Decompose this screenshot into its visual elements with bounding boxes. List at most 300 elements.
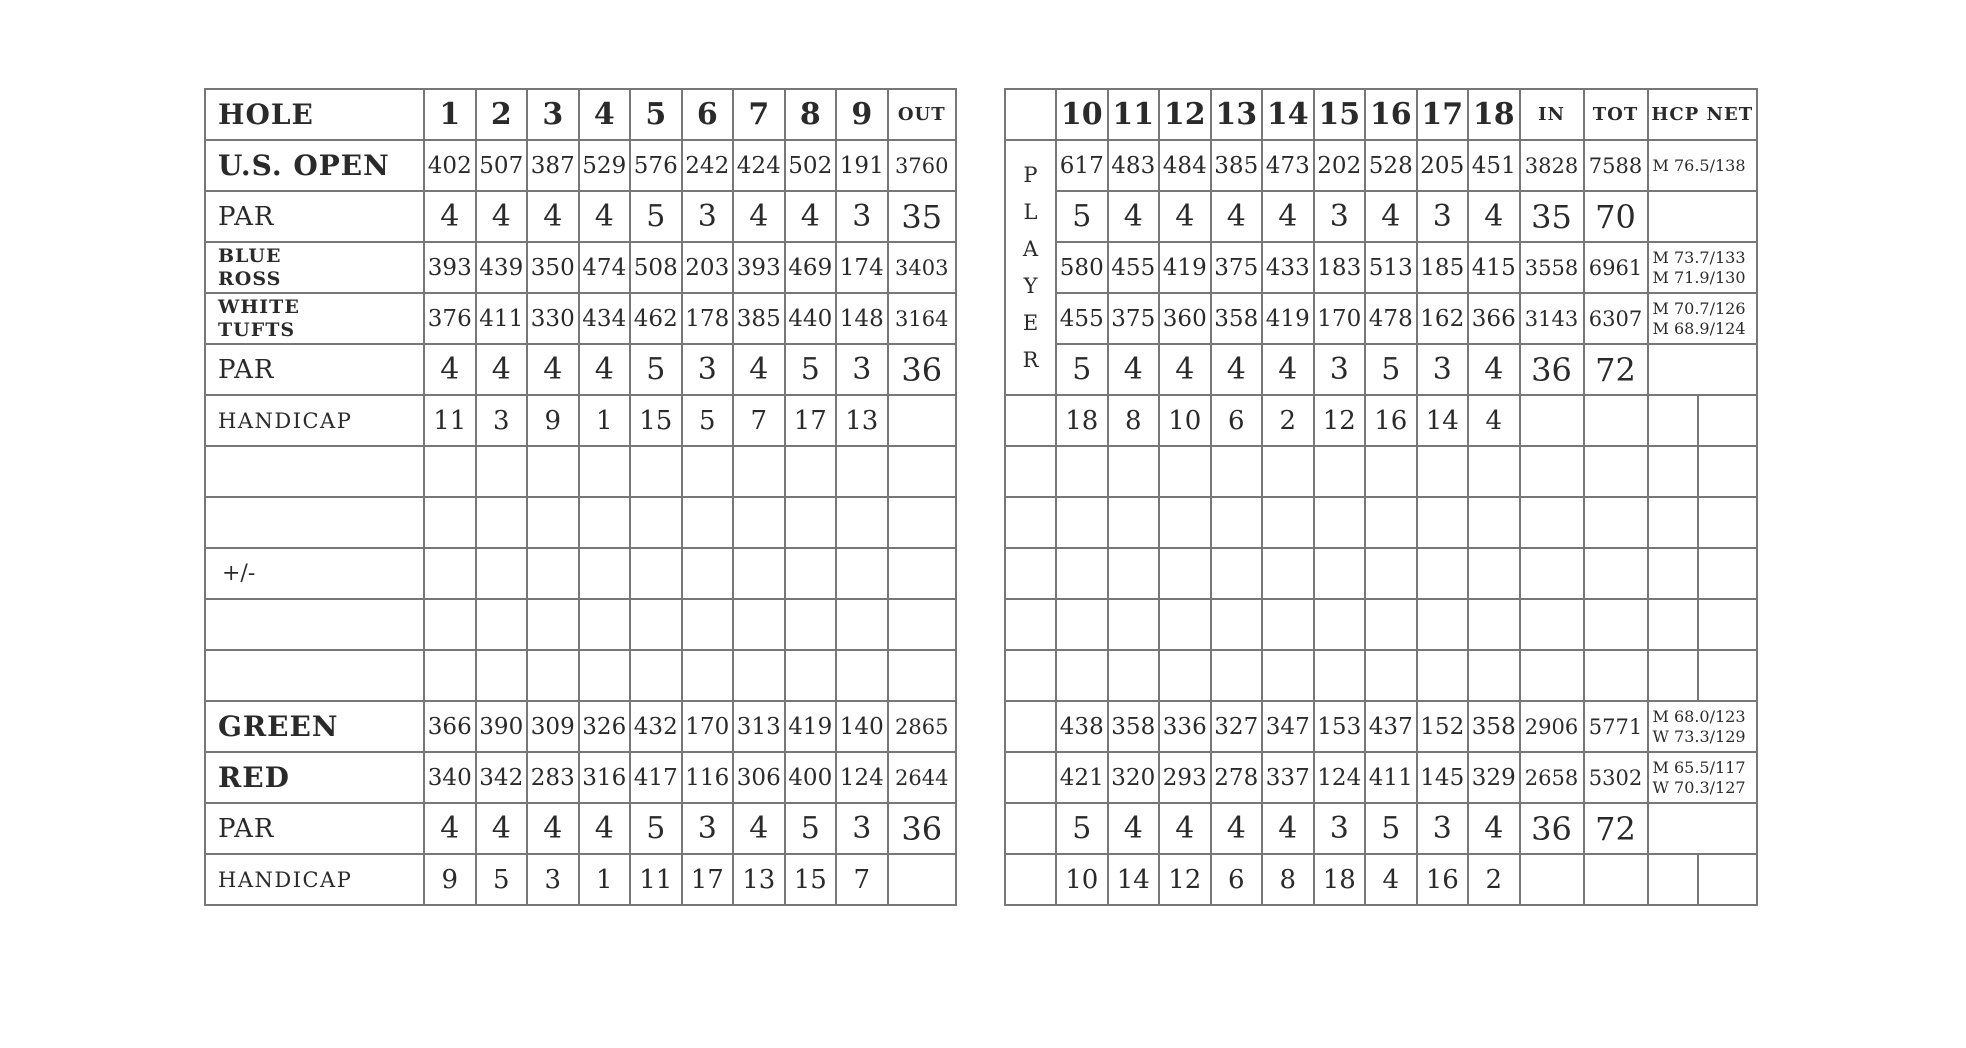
score-cell[interactable] — [1365, 548, 1417, 599]
score-cell[interactable] — [1108, 650, 1160, 701]
score-cell[interactable] — [836, 548, 888, 599]
score-cell[interactable] — [1468, 548, 1520, 599]
hole-value: 340 — [424, 752, 476, 803]
hole-value: 411 — [476, 293, 528, 344]
hole-value: 3 — [527, 854, 579, 905]
hole-value: 320 — [1108, 752, 1160, 803]
hole-value: 13 — [836, 395, 888, 446]
score-cell[interactable] — [1468, 650, 1520, 701]
row-label: GREEN — [205, 701, 424, 752]
hole-value: 432 — [630, 701, 682, 752]
score-cell[interactable] — [1365, 497, 1417, 548]
score-cell[interactable] — [785, 650, 837, 701]
player-letter: Y — [1023, 273, 1038, 298]
hole-value: 4 — [733, 803, 785, 854]
row-label — [205, 242, 424, 293]
score-cell[interactable] — [1417, 446, 1469, 497]
score-cell[interactable] — [1648, 548, 1698, 599]
score-cell[interactable] — [1584, 548, 1648, 599]
hole-value: 4 — [733, 191, 785, 242]
hole-value: 5 — [1365, 344, 1417, 395]
hole-value: 439 — [476, 242, 528, 293]
tot-total: 72 — [1584, 803, 1648, 854]
hole-number: 13 — [1211, 89, 1263, 140]
score-cell[interactable] — [630, 650, 682, 701]
score-cell[interactable] — [1520, 446, 1584, 497]
in-header: IN — [1520, 89, 1584, 140]
score-cell[interactable] — [579, 599, 631, 650]
hole-value: 313 — [733, 701, 785, 752]
white-tufts-tee-row — [205, 293, 956, 344]
score-cell[interactable] — [785, 497, 837, 548]
hole-value: 360 — [1159, 293, 1211, 344]
hole-value: 11 — [424, 395, 476, 446]
score-entry-row — [205, 650, 956, 701]
hole-value: 7 — [836, 854, 888, 905]
score-cell[interactable] — [785, 599, 837, 650]
hole-value: 283 — [527, 752, 579, 803]
score-cell[interactable] — [1056, 650, 1108, 701]
score-cell[interactable] — [733, 599, 785, 650]
score-cell[interactable] — [1584, 854, 1648, 905]
hole-value: 293 — [1159, 752, 1211, 803]
hole-value: 4 — [785, 191, 837, 242]
player-letter: R — [1022, 347, 1039, 372]
hole-value: 306 — [733, 752, 785, 803]
score-cell[interactable] — [476, 548, 528, 599]
hole-value: 3 — [682, 344, 734, 395]
score-cell[interactable] — [1211, 650, 1263, 701]
score-cell[interactable] — [1365, 650, 1417, 701]
back-nine-scorecard — [1004, 88, 1758, 906]
hole-value: 153 — [1314, 701, 1366, 752]
score-cell[interactable] — [1698, 497, 1758, 548]
hole-value: 18 — [1056, 395, 1108, 446]
score-cell[interactable] — [888, 548, 957, 599]
hole-value: 6 — [1211, 395, 1263, 446]
hole-value: 5 — [1365, 803, 1417, 854]
handicap-row — [1005, 854, 1757, 905]
out-total: 35 — [888, 191, 957, 242]
score-cell[interactable] — [1211, 599, 1263, 650]
score-cell[interactable] — [424, 548, 476, 599]
player-letter: E — [1022, 310, 1039, 335]
course-rating-2: W 70.3/127 — [1652, 777, 1746, 797]
hole-value: 390 — [476, 701, 528, 752]
header-row — [205, 89, 956, 140]
hole-value: 3 — [1417, 191, 1469, 242]
hole-value: 202 — [1314, 140, 1366, 191]
hole-value: 4 — [527, 191, 579, 242]
hole-number: 9 — [836, 89, 888, 140]
score-cell[interactable] — [1262, 650, 1314, 701]
hole-value: 358 — [1108, 701, 1160, 752]
score-cell[interactable] — [888, 650, 957, 701]
hole-value: 473 — [1262, 140, 1314, 191]
hole-value: 4 — [1468, 803, 1520, 854]
score-cell[interactable] — [630, 599, 682, 650]
player-name-cell[interactable] — [205, 497, 424, 548]
hole-value: 3 — [836, 344, 888, 395]
score-cell[interactable] — [1108, 446, 1160, 497]
row-label-line-1: WHITE — [218, 295, 300, 318]
score-cell[interactable] — [527, 599, 579, 650]
score-cell[interactable] — [1417, 497, 1469, 548]
hole-value: 5 — [1056, 803, 1108, 854]
hole-value: 4 — [1159, 344, 1211, 395]
score-cell[interactable] — [1314, 599, 1366, 650]
score-cell[interactable] — [579, 497, 631, 548]
hole-value: 474 — [579, 242, 631, 293]
score-cell[interactable] — [682, 497, 734, 548]
score-cell[interactable] — [1584, 446, 1648, 497]
score-cell[interactable] — [579, 548, 631, 599]
out-total: 2644 — [888, 752, 957, 803]
score-cell[interactable] — [579, 446, 631, 497]
player-column-cell[interactable] — [1005, 548, 1056, 599]
par-row — [205, 191, 956, 242]
score-cell[interactable] — [1698, 446, 1758, 497]
hole-value: 385 — [1211, 140, 1263, 191]
player-name-cell[interactable] — [205, 599, 424, 650]
score-entry-row — [1005, 548, 1757, 599]
score-cell[interactable] — [1056, 599, 1108, 650]
hole-value: 4 — [527, 803, 579, 854]
hole-value: 4 — [1159, 191, 1211, 242]
score-cell[interactable] — [1056, 548, 1108, 599]
score-cell[interactable] — [1211, 446, 1263, 497]
score-cell[interactable] — [888, 446, 957, 497]
score-cell[interactable] — [527, 650, 579, 701]
par-row — [1005, 344, 1757, 395]
course-rating-2: W 73.3/129 — [1652, 726, 1746, 746]
score-cell[interactable] — [1417, 650, 1469, 701]
course-rating-1: M 65.5/117 — [1652, 757, 1746, 777]
hole-value: 170 — [1314, 293, 1366, 344]
hole-value: 3 — [836, 191, 888, 242]
hole-value: 309 — [527, 701, 579, 752]
hole-value: 4 — [1159, 803, 1211, 854]
hole-value: 617 — [1056, 140, 1108, 191]
score-cell[interactable] — [1648, 395, 1698, 446]
score-cell[interactable] — [1520, 395, 1584, 446]
score-cell[interactable] — [1365, 446, 1417, 497]
score-cell[interactable] — [733, 548, 785, 599]
score-cell[interactable] — [1262, 446, 1314, 497]
score-cell[interactable] — [1520, 599, 1584, 650]
score-cell[interactable] — [1108, 599, 1160, 650]
score-cell[interactable] — [888, 599, 957, 650]
hole-value: 375 — [1211, 242, 1263, 293]
score-cell[interactable] — [527, 446, 579, 497]
score-cell[interactable] — [1159, 650, 1211, 701]
row-label: PAR — [205, 803, 424, 854]
score-cell[interactable] — [1262, 548, 1314, 599]
hole-value: 5 — [785, 803, 837, 854]
score-cell[interactable] — [682, 548, 734, 599]
score-cell[interactable] — [1648, 497, 1698, 548]
hole-number: 8 — [785, 89, 837, 140]
hole-value: 4 — [424, 344, 476, 395]
score-cell[interactable] — [1648, 650, 1698, 701]
course-rating-2: M 71.9/130 — [1652, 267, 1746, 287]
score-cell[interactable] — [1159, 548, 1211, 599]
score-cell[interactable] — [1056, 446, 1108, 497]
score-cell[interactable] — [476, 599, 528, 650]
hole-value: 148 — [836, 293, 888, 344]
score-cell[interactable] — [1648, 854, 1698, 905]
player-name-cell[interactable] — [205, 650, 424, 701]
hole-value: 419 — [785, 701, 837, 752]
hole-value: 1 — [579, 854, 631, 905]
hole-value: 4 — [1365, 191, 1417, 242]
score-cell[interactable] — [1159, 599, 1211, 650]
hole-number: 3 — [527, 89, 579, 140]
hole-value: 393 — [733, 242, 785, 293]
player-column-cell[interactable] — [1005, 599, 1056, 650]
row-label: U.S. OPEN — [205, 140, 424, 191]
score-cell[interactable] — [1211, 497, 1263, 548]
hole-value: 419 — [1262, 293, 1314, 344]
row-label-line-2: ROSS — [218, 267, 282, 290]
rating-cell — [1648, 752, 1758, 803]
out-total: 3760 — [888, 140, 957, 191]
hole-number: 5 — [630, 89, 682, 140]
hole-value: 9 — [527, 395, 579, 446]
par-row — [1005, 803, 1757, 854]
row-label-line-1: BLUE — [218, 244, 282, 267]
score-cell[interactable] — [888, 497, 957, 548]
score-cell[interactable] — [527, 497, 579, 548]
hole-value: 5 — [630, 191, 682, 242]
score-cell[interactable] — [836, 446, 888, 497]
handicap-row — [1005, 395, 1757, 446]
course-rating-2: M 68.9/124 — [1652, 318, 1746, 338]
score-cell[interactable] — [1314, 497, 1366, 548]
score-cell[interactable] — [1520, 650, 1584, 701]
hole-value: 4 — [1365, 854, 1417, 905]
score-cell[interactable] — [579, 650, 631, 701]
score-cell[interactable] — [1365, 599, 1417, 650]
hole-number: 4 — [579, 89, 631, 140]
row-label: PAR — [205, 344, 424, 395]
score-cell[interactable] — [630, 446, 682, 497]
hole-value: 178 — [682, 293, 734, 344]
course-rating-1: M 76.5/138 — [1652, 155, 1746, 175]
hole-value: 415 — [1468, 242, 1520, 293]
player-column-cell[interactable] — [1005, 650, 1056, 701]
hole-value: 4 — [579, 803, 631, 854]
score-cell[interactable] — [424, 599, 476, 650]
score-cell[interactable] — [733, 497, 785, 548]
player-vertical-label — [1005, 140, 1056, 395]
front-nine-scorecard — [204, 88, 957, 906]
score-cell[interactable] — [424, 446, 476, 497]
score-cell[interactable] — [836, 599, 888, 650]
score-cell[interactable] — [1468, 446, 1520, 497]
player-column-cell — [1005, 803, 1056, 854]
hole-value: 3 — [1314, 344, 1366, 395]
us-open-tee-row — [205, 140, 956, 191]
hole-value: 12 — [1314, 395, 1366, 446]
hole-value: 17 — [785, 395, 837, 446]
hole-number: 10 — [1056, 89, 1108, 140]
white-tufts-tee-row — [1005, 293, 1757, 344]
hole-value: 18 — [1314, 854, 1366, 905]
hole-value: 4 — [1262, 191, 1314, 242]
hole-value: 183 — [1314, 242, 1366, 293]
score-entry-row — [1005, 446, 1757, 497]
score-cell[interactable] — [1159, 497, 1211, 548]
hole-value: 4 — [1211, 191, 1263, 242]
score-cell[interactable] — [1314, 548, 1366, 599]
score-cell[interactable] — [1698, 395, 1758, 446]
hole-value: 580 — [1056, 242, 1108, 293]
hole-value: 3 — [682, 191, 734, 242]
score-entry-row — [1005, 599, 1757, 650]
player-column-cell — [1005, 752, 1056, 803]
score-cell[interactable] — [682, 446, 734, 497]
score-cell[interactable] — [1108, 497, 1160, 548]
score-cell[interactable] — [1698, 854, 1758, 905]
hole-value: 5 — [682, 395, 734, 446]
score-cell[interactable] — [1262, 497, 1314, 548]
tot-total: 5302 — [1584, 752, 1648, 803]
score-cell[interactable] — [476, 497, 528, 548]
rating-cell — [1648, 293, 1758, 344]
score-cell[interactable] — [1056, 497, 1108, 548]
score-cell[interactable] — [1262, 599, 1314, 650]
hole-value: 529 — [579, 140, 631, 191]
hole-value: 205 — [1417, 140, 1469, 191]
hole-number: 18 — [1468, 89, 1520, 140]
score-cell[interactable] — [785, 548, 837, 599]
hole-value: 478 — [1365, 293, 1417, 344]
score-cell[interactable] — [785, 446, 837, 497]
red-tee-row — [1005, 752, 1757, 803]
rating-cell — [1648, 701, 1758, 752]
score-cell[interactable] — [424, 497, 476, 548]
hole-value: 124 — [1314, 752, 1366, 803]
player-column-cell[interactable] — [1005, 446, 1056, 497]
player-column-cell[interactable] — [1005, 497, 1056, 548]
hole-value: 5 — [630, 803, 682, 854]
green-tee-row — [1005, 701, 1757, 752]
green-tee-row — [205, 701, 956, 752]
out-total-cell[interactable] — [888, 395, 957, 446]
in-total: 2658 — [1520, 752, 1584, 803]
hole-value: 5 — [630, 344, 682, 395]
hole-number: 15 — [1314, 89, 1366, 140]
score-cell[interactable] — [1698, 599, 1758, 650]
score-entry-row — [205, 599, 956, 650]
hole-value: 3 — [836, 803, 888, 854]
out-total: 36 — [888, 344, 957, 395]
score-cell[interactable] — [1314, 650, 1366, 701]
handicap-row — [205, 854, 956, 905]
hole-value: 455 — [1056, 293, 1108, 344]
plus-minus-row — [205, 548, 956, 599]
rating-cell — [1648, 803, 1758, 854]
score-cell[interactable] — [836, 650, 888, 701]
score-cell[interactable] — [476, 650, 528, 701]
hole-number: 2 — [476, 89, 528, 140]
hcp-net-header: HCP NET — [1648, 89, 1758, 140]
score-cell[interactable] — [682, 599, 734, 650]
hole-value: 170 — [682, 701, 734, 752]
score-cell[interactable] — [1520, 497, 1584, 548]
hole-value: 440 — [785, 293, 837, 344]
score-cell[interactable] — [424, 650, 476, 701]
score-cell[interactable] — [630, 548, 682, 599]
row-label: HOLE — [205, 89, 424, 140]
hole-value: 11 — [630, 854, 682, 905]
hole-number: 14 — [1262, 89, 1314, 140]
score-cell[interactable] — [1108, 548, 1160, 599]
out-total-cell[interactable] — [888, 854, 957, 905]
score-cell[interactable] — [733, 650, 785, 701]
player-column-cell — [1005, 701, 1056, 752]
score-cell[interactable] — [1159, 446, 1211, 497]
hole-value: 455 — [1108, 242, 1160, 293]
score-cell[interactable] — [1648, 599, 1698, 650]
hole-value: 513 — [1365, 242, 1417, 293]
score-cell[interactable] — [1648, 446, 1698, 497]
score-cell[interactable] — [476, 446, 528, 497]
hole-value: 4 — [579, 344, 631, 395]
rating-cell — [1648, 344, 1758, 395]
hole-value: 4 — [424, 191, 476, 242]
score-cell[interactable] — [1468, 599, 1520, 650]
score-cell[interactable] — [682, 650, 734, 701]
score-cell[interactable] — [1520, 854, 1584, 905]
score-cell[interactable] — [1468, 497, 1520, 548]
hole-value: 462 — [630, 293, 682, 344]
score-cell[interactable] — [1584, 599, 1648, 650]
hole-value: 6 — [1211, 854, 1263, 905]
score-cell[interactable] — [1211, 548, 1263, 599]
hole-value: 3 — [682, 803, 734, 854]
hole-value: 437 — [1365, 701, 1417, 752]
tot-total: 6961 — [1584, 242, 1648, 293]
hole-value: 385 — [733, 293, 785, 344]
score-cell[interactable] — [1698, 548, 1758, 599]
hole-value: 336 — [1159, 701, 1211, 752]
score-cell[interactable] — [630, 497, 682, 548]
hole-value: 4 — [1468, 191, 1520, 242]
hole-value: 433 — [1262, 242, 1314, 293]
score-cell[interactable] — [1417, 548, 1469, 599]
score-cell[interactable] — [836, 497, 888, 548]
score-cell[interactable] — [1314, 446, 1366, 497]
hole-value: 358 — [1211, 293, 1263, 344]
hole-number: 1 — [424, 89, 476, 140]
player-name-cell[interactable] — [205, 446, 424, 497]
score-cell[interactable] — [527, 548, 579, 599]
score-cell[interactable] — [733, 446, 785, 497]
score-cell[interactable] — [1584, 395, 1648, 446]
score-cell[interactable] — [1417, 599, 1469, 650]
hole-value: 4 — [733, 344, 785, 395]
hole-value: 2 — [1262, 395, 1314, 446]
player-column-cell — [1005, 854, 1056, 905]
tot-total: 6307 — [1584, 293, 1648, 344]
score-cell[interactable] — [1520, 548, 1584, 599]
score-cell[interactable] — [1584, 497, 1648, 548]
hole-value: 185 — [1417, 242, 1469, 293]
score-cell[interactable] — [1584, 650, 1648, 701]
score-cell[interactable] — [1698, 650, 1758, 701]
